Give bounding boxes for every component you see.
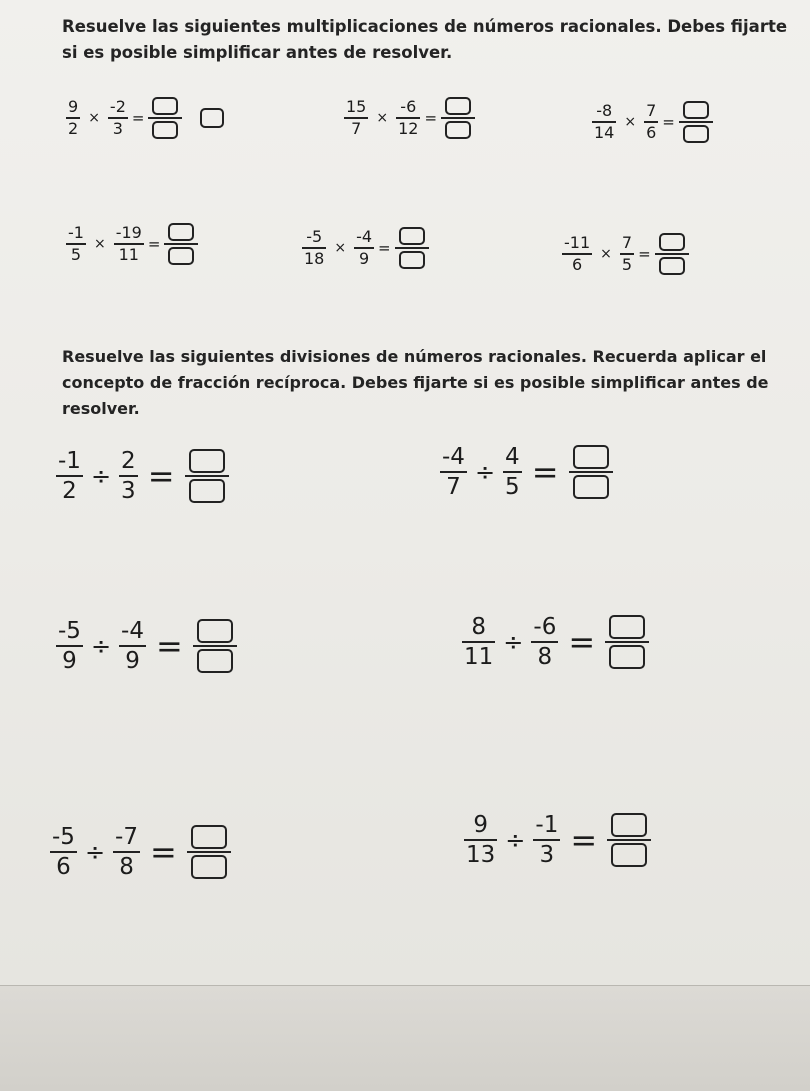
denominator: 8 [537, 644, 553, 671]
denominator: 3 [539, 842, 555, 869]
denominator: 2 [68, 119, 79, 138]
multiplication-problem-5 [302, 226, 429, 270]
denominator: 3 [112, 119, 123, 138]
divide-sign: ÷ [505, 826, 526, 855]
equals-sign: = [147, 457, 175, 496]
answer-denominator-box[interactable] [168, 247, 194, 265]
numerator: -1 [535, 812, 559, 838]
denominator: 18 [304, 249, 325, 268]
answer-denominator-box[interactable] [197, 649, 233, 673]
division-problem-6 [464, 812, 651, 869]
numerator: -7 [115, 824, 138, 850]
division-instructions: Resuelve las siguientes divisiones de números racionales. Recuerda aplicar el concepto de fracción recíproca. Debes fijarte si es posible simplificar antes de resolver. [62, 347, 769, 418]
numerator: 9 [68, 96, 79, 116]
extra-answer-box[interactable] [200, 108, 224, 128]
equals-sign: = [424, 109, 438, 127]
equals-sign: = [149, 833, 177, 872]
answer-fraction [187, 824, 231, 880]
divide-sign: ÷ [84, 838, 106, 867]
division-problem-2 [440, 444, 613, 501]
numerator: 15 [346, 96, 367, 116]
times-sign: × [376, 110, 389, 126]
multiplication-problem-3 [592, 100, 713, 144]
division-problem-5 [50, 824, 231, 881]
answer-denominator-box[interactable] [189, 479, 225, 503]
denominator: 8 [119, 854, 134, 881]
answer-numerator-box[interactable] [168, 223, 194, 241]
answer-fraction [395, 226, 429, 270]
multiplication-instructions: Resuelve las siguientes multiplicaciones de números racionales. Debes fijarte si es posible simplificar antes de resolver. [62, 17, 788, 62]
denominator: 7 [446, 474, 461, 501]
numerator: -11 [564, 232, 591, 252]
numerator: 9 [473, 812, 488, 838]
denominator: 5 [505, 474, 520, 501]
answer-fraction [679, 100, 713, 144]
answer-denominator-box[interactable] [659, 257, 685, 275]
answer-fraction [193, 618, 237, 674]
equals-sign: = [155, 627, 183, 666]
equals-sign: = [568, 623, 596, 662]
numerator: 8 [471, 614, 486, 640]
denominator: 3 [121, 478, 136, 505]
equals-sign: = [378, 239, 391, 257]
numerator: -5 [58, 618, 81, 644]
divide-sign: ÷ [90, 632, 112, 661]
answer-denominator-box[interactable] [152, 121, 178, 139]
denominator: 11 [118, 245, 139, 264]
answer-numerator-box[interactable] [659, 233, 685, 251]
denominator: 5 [621, 255, 633, 274]
answer-fraction [569, 444, 613, 500]
denominator: 9 [125, 648, 140, 675]
equals-sign: = [638, 245, 651, 263]
answer-numerator-box[interactable] [573, 445, 609, 469]
divide-sign: ÷ [503, 628, 524, 657]
numerator: -8 [596, 100, 613, 120]
answer-denominator-box[interactable] [191, 855, 227, 879]
divide-sign: ÷ [474, 458, 496, 487]
answer-numerator-box[interactable] [197, 619, 233, 643]
answer-denominator-box[interactable] [609, 645, 645, 669]
answer-numerator-box[interactable] [611, 813, 647, 837]
equals-sign: = [662, 113, 675, 131]
numerator: -4 [356, 226, 373, 246]
answer-denominator-box[interactable] [399, 251, 425, 269]
times-sign: × [93, 236, 106, 252]
denominator: 13 [466, 842, 496, 869]
numerator: 2 [121, 448, 136, 474]
denominator: 6 [646, 123, 657, 142]
answer-denominator-box[interactable] [611, 843, 647, 867]
denominator: 14 [594, 123, 615, 142]
numerator: -19 [115, 222, 142, 242]
numerator: 4 [505, 444, 520, 470]
fraction-a [66, 98, 80, 139]
denominator: 6 [571, 255, 583, 274]
numerator: -6 [533, 614, 557, 640]
denominator: 6 [56, 854, 71, 881]
answer-fraction [605, 614, 649, 670]
answer-denominator-box[interactable] [573, 475, 609, 499]
answer-fraction [148, 96, 182, 140]
numerator: -4 [442, 444, 465, 470]
equals-sign: = [147, 235, 161, 253]
denominator: 12 [398, 119, 419, 138]
multiplication-problem-1 [66, 96, 224, 140]
answer-fraction [607, 812, 651, 868]
answer-numerator-box[interactable] [399, 227, 425, 245]
numerator: -5 [306, 226, 323, 246]
numerator: -6 [400, 96, 417, 116]
division-problem-4 [462, 614, 649, 671]
times-sign: × [334, 240, 347, 256]
numerator: 7 [621, 232, 633, 252]
numerator: 7 [646, 100, 657, 120]
answer-fraction [164, 222, 198, 266]
equals-sign: = [531, 453, 559, 492]
denominator: 9 [358, 249, 370, 268]
multiplication-problem-6 [562, 232, 689, 276]
fraction-b [108, 98, 128, 139]
page-edge-background [0, 985, 810, 1091]
answer-numerator-box[interactable] [609, 615, 645, 639]
times-sign: × [88, 110, 100, 126]
answer-fraction [441, 96, 475, 140]
answer-numerator-box[interactable] [189, 449, 225, 473]
answer-numerator-box[interactable] [445, 97, 471, 115]
denominator: 2 [62, 478, 77, 505]
denominator: 7 [351, 119, 362, 138]
equals-sign: = [131, 109, 145, 127]
numerator: -2 [109, 96, 126, 116]
numerator: -5 [52, 824, 75, 850]
answer-denominator-box[interactable] [445, 121, 471, 139]
division-problem-1 [56, 448, 229, 505]
times-sign: × [600, 246, 612, 262]
denominator: 5 [70, 245, 82, 264]
answer-numerator-box[interactable] [683, 101, 709, 119]
answer-numerator-box[interactable] [191, 825, 227, 849]
numerator: -4 [121, 618, 144, 644]
answer-denominator-box[interactable] [683, 125, 709, 143]
answer-fraction [655, 232, 689, 276]
answer-numerator-box[interactable] [152, 97, 178, 115]
multiplication-problem-4 [66, 222, 198, 266]
equals-sign: = [570, 821, 598, 860]
denominator: 9 [62, 648, 77, 675]
numerator: -1 [58, 448, 81, 474]
denominator: 11 [464, 644, 494, 671]
numerator: -1 [68, 222, 84, 242]
division-problem-3 [56, 618, 237, 675]
multiplication-problem-2 [344, 96, 475, 140]
answer-fraction [185, 448, 229, 504]
divide-sign: ÷ [90, 462, 112, 491]
times-sign: × [624, 114, 637, 130]
